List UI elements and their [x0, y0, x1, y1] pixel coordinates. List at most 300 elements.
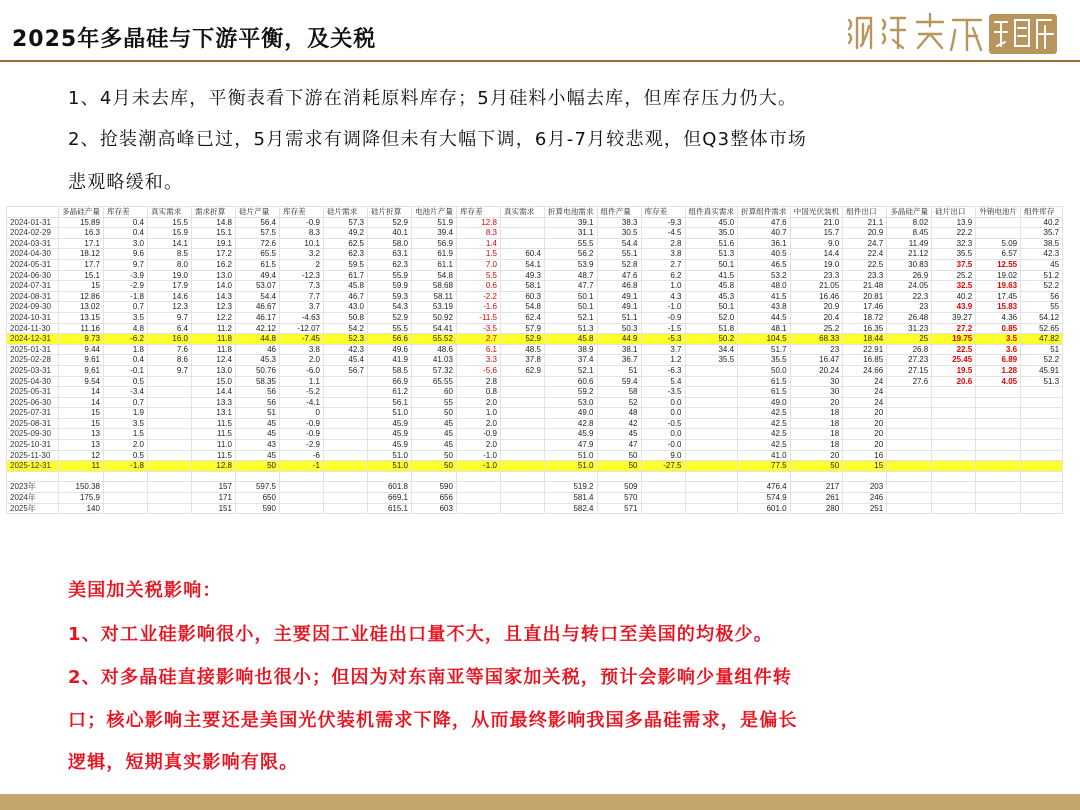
point-2: 2、抢装潮高峰已过，5月需求有调降但未有大幅下调，6月-7月较悲观，但Q3整体市场 — [68, 129, 808, 150]
table-cell — [323, 493, 367, 504]
table-cell: 8.3 — [456, 228, 500, 239]
table-cell: -6 — [279, 450, 323, 461]
table-row — [7, 270, 1063, 281]
table-cell: 9.7 — [147, 312, 191, 323]
table-row — [7, 323, 1063, 334]
table-cell: 24.05 — [887, 281, 932, 292]
table-cell: 15 — [59, 281, 104, 292]
table-cell: 55.5 — [544, 238, 597, 249]
table-cell: 8.45 — [887, 228, 932, 239]
table-cell — [887, 471, 932, 482]
table-cell: 9.0 — [641, 450, 685, 461]
table-cell: 56.1 — [367, 397, 411, 408]
table-cell: 46.7 — [323, 291, 367, 302]
year-total-row — [7, 493, 1063, 504]
table-cell: 37.5 — [932, 259, 976, 270]
table-cell: 50.1 — [685, 259, 738, 270]
table-cell: -1.0 — [456, 461, 500, 472]
table-cell: 581.4 — [544, 493, 597, 504]
table-cell — [323, 440, 367, 451]
table-cell: 53.0 — [544, 397, 597, 408]
table-cell: 2025-01-31 — [7, 344, 59, 355]
table-cell: -0.9 — [279, 217, 323, 228]
table-cell: 45 — [411, 440, 456, 451]
table-cell: 25.2 — [932, 270, 976, 281]
table-cell: 11.49 — [887, 238, 932, 249]
table-cell: 17.45 — [976, 291, 1021, 302]
table-cell — [685, 482, 738, 493]
table-cell — [1021, 493, 1063, 504]
table-cell: 13.9 — [932, 217, 976, 228]
table-cell: -27.5 — [641, 461, 685, 472]
table-cell: 2.8 — [456, 376, 500, 387]
table-cell: 24.7 — [843, 238, 887, 249]
table-cell — [279, 493, 323, 504]
column-header: 组件产量 — [597, 207, 641, 218]
table-cell: 2025-07-31 — [7, 408, 59, 419]
table-cell: 15.83 — [976, 302, 1021, 313]
table-cell: 9.7 — [147, 365, 191, 376]
table-cell: 9.0 — [790, 238, 843, 249]
column-header: 组件真实需求 — [685, 207, 738, 218]
table-cell: 23 — [790, 344, 843, 355]
table-cell: 25.2 — [790, 323, 843, 334]
point-2-continued: 悲观略缓和。 — [68, 172, 184, 193]
table-cell: 50.92 — [411, 312, 456, 323]
table-cell: 50.8 — [323, 312, 367, 323]
table-cell — [456, 471, 500, 482]
table-cell: 1.8 — [103, 344, 147, 355]
table-cell: 55 — [411, 397, 456, 408]
table-cell — [932, 503, 976, 514]
table-cell: 9.6 — [103, 249, 147, 260]
column-header: 硅片出口 — [932, 207, 976, 218]
table-cell: 656 — [411, 493, 456, 504]
table-cell: 36.1 — [738, 238, 791, 249]
table-cell — [147, 397, 191, 408]
table-cell: 68.33 — [790, 334, 843, 345]
table-cell: 59.5 — [323, 259, 367, 270]
table-cell: -9.3 — [641, 217, 685, 228]
table-cell: -0.0 — [641, 440, 685, 451]
table-row — [7, 217, 1063, 228]
table-row — [7, 228, 1063, 239]
table-cell: 1.1 — [279, 376, 323, 387]
table-cell: 14 — [59, 397, 104, 408]
table-cell: 55 — [1021, 302, 1063, 313]
table-cell: 31.23 — [887, 323, 932, 334]
table-cell: 61.1 — [411, 259, 456, 270]
table-cell: 41.9 — [367, 355, 411, 366]
table-cell: 52.1 — [544, 312, 597, 323]
table-cell: 65.55 — [411, 376, 456, 387]
table-cell: 2025-03-31 — [7, 365, 59, 376]
table-cell: 50 — [411, 408, 456, 419]
table-cell: 1.5 — [456, 249, 500, 260]
table-cell — [932, 471, 976, 482]
table-cell: 251 — [843, 503, 887, 514]
table-cell: 45.9 — [544, 429, 597, 440]
column-header: 需求折算 — [191, 207, 235, 218]
table-cell — [456, 503, 500, 514]
table-cell: 9.54 — [59, 376, 104, 387]
table-cell — [367, 471, 411, 482]
table-cell: 150.38 — [59, 482, 104, 493]
table-cell: 45.9 — [367, 418, 411, 429]
table-cell — [500, 429, 544, 440]
table-cell: 15.9 — [147, 228, 191, 239]
table-cell: 50.2 — [685, 334, 738, 345]
table-cell: 43 — [235, 440, 279, 451]
table-cell — [597, 471, 641, 482]
table-cell — [7, 471, 59, 482]
table-cell: 56.9 — [411, 238, 456, 249]
tariff-line-4: 逻辑，短期真实影响有限。 — [68, 752, 299, 773]
table-cell: 17.9 — [147, 281, 191, 292]
table-cell: 15.89 — [59, 217, 104, 228]
table-cell: 0.5 — [103, 376, 147, 387]
table-cell: 39.27 — [932, 312, 976, 323]
table-cell: 72.6 — [235, 238, 279, 249]
table-cell: 48.1 — [738, 323, 791, 334]
table-cell: 0.85 — [976, 323, 1021, 334]
table-cell — [279, 503, 323, 514]
column-header: 折算电池需求 — [544, 207, 597, 218]
table-cell: -0.9 — [456, 429, 500, 440]
table-cell: 21.0 — [790, 217, 843, 228]
table-row — [7, 408, 1063, 419]
table-cell — [976, 440, 1021, 451]
table-cell: 6.2 — [641, 270, 685, 281]
table-cell — [500, 408, 544, 419]
table-cell: 20.4 — [790, 312, 843, 323]
table-cell: 49.0 — [738, 397, 791, 408]
table-cell — [641, 482, 685, 493]
table-cell: 49.3 — [500, 270, 544, 281]
table-cell: 20.6 — [932, 376, 976, 387]
table-cell: 3.7 — [279, 302, 323, 313]
header-divider — [0, 60, 1080, 62]
table-cell: 23 — [887, 302, 932, 313]
table-cell: -12.07 — [279, 323, 323, 334]
table-cell: 19.02 — [976, 270, 1021, 281]
table-cell: 27.15 — [887, 365, 932, 376]
table-cell: 12.8 — [191, 461, 235, 472]
table-cell: 4.05 — [976, 376, 1021, 387]
table-cell: 11 — [59, 461, 104, 472]
table-cell: 51.0 — [544, 450, 597, 461]
table-cell: 1.2 — [641, 355, 685, 366]
table-cell: 0.4 — [103, 217, 147, 228]
table-cell: 2024年 — [7, 493, 59, 504]
table-cell: 20 — [843, 408, 887, 419]
table-cell — [279, 471, 323, 482]
table-cell: 47.82 — [1021, 334, 1063, 345]
table-cell: 15.1 — [59, 270, 104, 281]
table-cell — [976, 408, 1021, 419]
table-cell: 41.5 — [685, 270, 738, 281]
table-cell: 54.8 — [500, 302, 544, 313]
table-cell: 58.1 — [500, 281, 544, 292]
table-row — [7, 387, 1063, 398]
table-cell: 51.3 — [685, 249, 738, 260]
table-cell: 51.0 — [544, 461, 597, 472]
table-cell: 15 — [843, 461, 887, 472]
table-cell — [500, 471, 544, 482]
table-cell: 15 — [59, 408, 104, 419]
table-cell: 4.3 — [641, 291, 685, 302]
table-cell: 14.1 — [147, 238, 191, 249]
table-cell: 47.7 — [544, 281, 597, 292]
table-cell: 14.4 — [790, 249, 843, 260]
table-cell: 45 — [1021, 259, 1063, 270]
table-cell: 22.5 — [932, 344, 976, 355]
table-cell: 45 — [235, 429, 279, 440]
table-cell — [932, 493, 976, 504]
table-cell: 50.76 — [235, 365, 279, 376]
table-cell: 52.8 — [597, 259, 641, 270]
balance-table-wrap — [6, 206, 1063, 514]
institute-logo — [845, 10, 1060, 58]
table-cell: 56.2 — [544, 249, 597, 260]
table-cell: 45.8 — [685, 281, 738, 292]
table-cell: 35.5 — [685, 355, 738, 366]
table-cell: 40.2 — [932, 291, 976, 302]
table-cell: 2025年 — [7, 503, 59, 514]
table-cell — [500, 482, 544, 493]
table-cell: 48.0 — [738, 281, 791, 292]
table-cell: 63.1 — [367, 249, 411, 260]
table-cell — [147, 503, 191, 514]
point-1: 1、4月未去库，平衡表看下游在消耗原料库存；5月硅料小幅去库，但库存压力仍大。 — [68, 88, 798, 109]
table-cell: 38.9 — [544, 344, 597, 355]
table-cell: 13 — [59, 440, 104, 451]
table-cell: 1.4 — [456, 238, 500, 249]
table-cell: 2025-11-30 — [7, 450, 59, 461]
column-header: 组件库存 — [1021, 207, 1063, 218]
table-cell: 13.0 — [191, 270, 235, 281]
table-cell — [685, 471, 738, 482]
table-cell: 18 — [790, 418, 843, 429]
table-cell: 21.1 — [843, 217, 887, 228]
table-cell: 3.2 — [279, 249, 323, 260]
table-cell: 6.57 — [976, 249, 1021, 260]
table-cell: 30.5 — [597, 228, 641, 239]
table-cell: 6.1 — [456, 344, 500, 355]
table-cell: 13.15 — [59, 312, 104, 323]
table-cell: 48.6 — [411, 344, 456, 355]
table-cell: 40.1 — [367, 228, 411, 239]
table-cell: 8.0 — [147, 259, 191, 270]
table-cell: 0.0 — [641, 397, 685, 408]
table-cell — [279, 482, 323, 493]
table-cell: 669.1 — [367, 493, 411, 504]
table-cell — [685, 461, 738, 472]
table-cell: 20 — [790, 450, 843, 461]
table-cell: 19.75 — [932, 334, 976, 345]
table-cell — [685, 493, 738, 504]
table-cell: 54.12 — [1021, 312, 1063, 323]
table-cell: 62.9 — [500, 365, 544, 376]
table-cell: 13.0 — [191, 365, 235, 376]
table-cell: 3.5 — [103, 312, 147, 323]
table-cell: 2 — [279, 259, 323, 270]
table-cell — [685, 408, 738, 419]
table-cell — [932, 387, 976, 398]
table-cell: 2025-06-30 — [7, 397, 59, 408]
table-cell: 38.3 — [597, 217, 641, 228]
table-cell — [147, 387, 191, 398]
table-cell: 27.6 — [887, 376, 932, 387]
table-cell: 19.0 — [147, 270, 191, 281]
year-total-row — [7, 503, 1063, 514]
table-cell: 51.6 — [685, 238, 738, 249]
table-cell: 41.0 — [738, 450, 791, 461]
table-cell: 22.91 — [843, 344, 887, 355]
table-cell — [147, 408, 191, 419]
table-cell — [887, 450, 932, 461]
table-cell: 21.05 — [790, 281, 843, 292]
table-cell: 590 — [411, 482, 456, 493]
table-cell: 45.3 — [235, 355, 279, 366]
table-cell: 2025-09-30 — [7, 429, 59, 440]
table-cell: 42.8 — [544, 418, 597, 429]
table-cell: 51.7 — [738, 344, 791, 355]
table-cell: 246 — [843, 493, 887, 504]
table-row — [7, 461, 1063, 472]
table-cell — [323, 418, 367, 429]
table-cell — [323, 503, 367, 514]
table-cell: 30 — [790, 387, 843, 398]
table-cell: 42.5 — [738, 429, 791, 440]
footer-bar — [0, 794, 1080, 810]
table-cell: 0.5 — [103, 450, 147, 461]
table-cell: 9.61 — [59, 355, 104, 366]
table-cell: 2024-07-31 — [7, 281, 59, 292]
table-cell: 65.5 — [235, 249, 279, 260]
table-cell — [59, 471, 104, 482]
table-cell — [932, 450, 976, 461]
table-row — [7, 281, 1063, 292]
table-cell: 261 — [790, 493, 843, 504]
table-cell: 2.7 — [641, 259, 685, 270]
table-cell: 52.3 — [323, 334, 367, 345]
table-cell: 27.2 — [932, 323, 976, 334]
table-cell: 48 — [597, 408, 641, 419]
table-cell — [685, 440, 738, 451]
table-cell: 60.4 — [500, 249, 544, 260]
table-cell: 12.3 — [147, 302, 191, 313]
table-cell — [932, 408, 976, 419]
table-cell — [323, 461, 367, 472]
table-cell: 11.5 — [191, 450, 235, 461]
table-cell: 2024-01-31 — [7, 217, 59, 228]
table-cell: 52.9 — [500, 334, 544, 345]
table-cell: 8.3 — [279, 228, 323, 239]
table-cell — [191, 471, 235, 482]
table-cell: 16.3 — [59, 228, 104, 239]
table-cell: -5.2 — [279, 387, 323, 398]
table-cell: 0.4 — [103, 355, 147, 366]
table-cell: 0.0 — [641, 429, 685, 440]
table-cell — [323, 450, 367, 461]
table-cell — [1021, 408, 1063, 419]
table-cell: 12.2 — [191, 312, 235, 323]
table-cell — [887, 482, 932, 493]
table-cell: 18.72 — [843, 312, 887, 323]
table-cell: 61.7 — [323, 270, 367, 281]
table-cell: 56.6 — [367, 334, 411, 345]
table-row — [7, 418, 1063, 429]
table-cell — [685, 387, 738, 398]
table-cell: 14.3 — [191, 291, 235, 302]
table-cell: 21.12 — [887, 249, 932, 260]
table-cell: 27.23 — [887, 355, 932, 366]
table-cell — [976, 461, 1021, 472]
table-cell — [685, 418, 738, 429]
table-cell: 42.12 — [235, 323, 279, 334]
table-row — [7, 429, 1063, 440]
table-cell: 1.28 — [976, 365, 1021, 376]
table-cell: 603 — [411, 503, 456, 514]
column-header — [7, 207, 59, 218]
column-header: 真实需求 — [147, 207, 191, 218]
table-cell: 53.2 — [738, 270, 791, 281]
table-cell — [1021, 503, 1063, 514]
table-cell: -0.9 — [641, 312, 685, 323]
table-cell: 30.83 — [887, 259, 932, 270]
column-header: 中国光伏装机 — [790, 207, 843, 218]
table-cell: -1.6 — [456, 302, 500, 313]
table-row — [7, 440, 1063, 451]
table-cell: 9.73 — [59, 334, 104, 345]
table-cell: 24 — [843, 387, 887, 398]
table-cell: 50 — [411, 461, 456, 472]
table-cell: 0 — [279, 408, 323, 419]
table-cell: 47 — [597, 440, 641, 451]
table-cell: -2.9 — [279, 440, 323, 451]
table-cell: 2.0 — [456, 397, 500, 408]
table-cell: 26.9 — [887, 270, 932, 281]
table-cell: 2.8 — [641, 238, 685, 249]
table-cell — [641, 503, 685, 514]
table-cell: 17.7 — [59, 259, 104, 270]
table-cell: 2025-12-31 — [7, 461, 59, 472]
column-header: 硅片需求 — [323, 207, 367, 218]
table-cell — [103, 471, 147, 482]
column-header: 库存差 — [456, 207, 500, 218]
table-cell: 11.16 — [59, 323, 104, 334]
column-header: 多晶硅产量 — [887, 207, 932, 218]
table-cell: 51.0 — [367, 450, 411, 461]
table-cell: 42.5 — [738, 440, 791, 451]
table-cell: 32.5 — [932, 281, 976, 292]
table-cell — [147, 450, 191, 461]
table-row — [7, 397, 1063, 408]
table-cell — [641, 471, 685, 482]
table-cell: 9.44 — [59, 344, 104, 355]
table-cell — [887, 397, 932, 408]
table-cell — [976, 387, 1021, 398]
table-cell — [932, 418, 976, 429]
table-cell — [500, 387, 544, 398]
table-cell — [976, 429, 1021, 440]
table-cell: 140 — [59, 503, 104, 514]
table-cell: 36.7 — [597, 355, 641, 366]
table-cell: 2.0 — [279, 355, 323, 366]
table-cell: -0.9 — [279, 418, 323, 429]
table-cell: 58.11 — [411, 291, 456, 302]
